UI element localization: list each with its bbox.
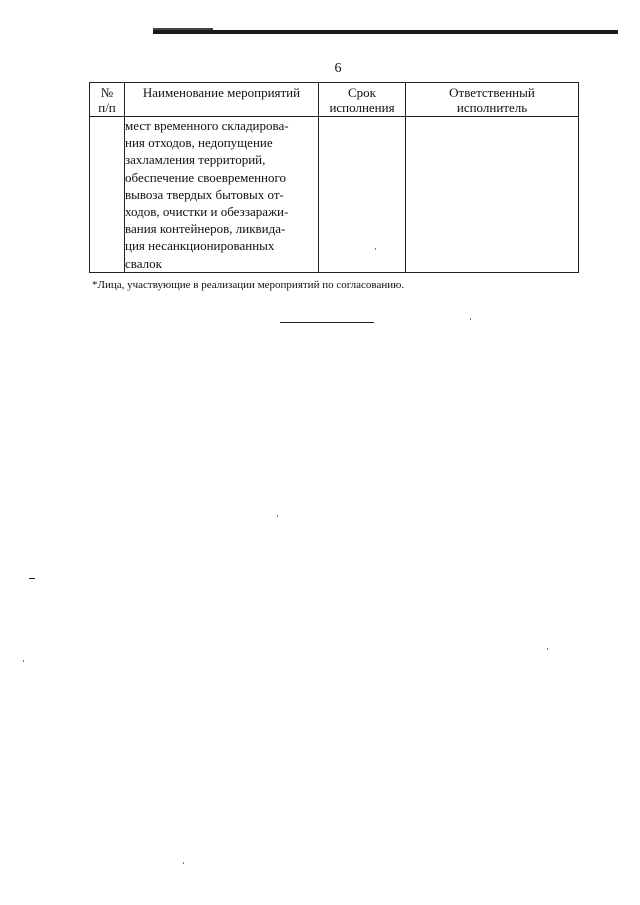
header-number-line2: п/п <box>98 100 116 115</box>
header-activity-name-text: Наименование мероприятий <box>142 85 301 100</box>
table-header-row <box>90 83 579 117</box>
header-rule <box>153 30 618 34</box>
header-responsible-line2: исполнитель <box>456 100 528 115</box>
row-activity-name-cell <box>125 117 319 273</box>
activity-name-line: ния отходов, недопущение <box>125 135 273 151</box>
header-term <box>319 83 406 117</box>
header-number <box>90 83 125 117</box>
header-term-line1: Срок <box>348 85 376 100</box>
header-term-line2: исполнения <box>329 100 395 115</box>
activity-name-line: вывоза твердых бытовых от- <box>125 186 284 202</box>
activity-name-line: обеспечение своевременного <box>125 169 287 185</box>
scan-speck <box>23 660 24 662</box>
scan-speck <box>547 648 548 650</box>
row-term-cell <box>319 117 406 273</box>
scan-mark <box>29 578 35 579</box>
scan-speck <box>277 515 278 517</box>
activity-name-line: ходов, очистки и обеззаражи- <box>125 204 289 220</box>
activity-name-line: свалок <box>125 255 162 271</box>
header-responsible <box>406 83 579 117</box>
activities-table <box>89 82 579 273</box>
activity-name-line: мест временного складирова- <box>125 118 289 133</box>
activity-name-line: захламления территорий, <box>125 152 266 168</box>
scan-speck <box>183 862 184 864</box>
activity-name-line: вания контейнеров, ликвида- <box>125 221 286 237</box>
header-number-line1: № <box>100 85 114 100</box>
end-divider <box>280 322 374 323</box>
scan-speck <box>470 318 471 320</box>
table-row <box>90 117 579 273</box>
page-number: 6 <box>334 61 342 76</box>
row-number-cell <box>90 117 125 273</box>
header-activity-name <box>125 83 319 117</box>
scan-speck <box>375 248 376 250</box>
footnote: *Лица, участвующие в реализации мероприятий по согласованию. <box>92 279 405 291</box>
row-responsible-cell <box>406 117 579 273</box>
activity-name-line: ция несанкционированных <box>125 238 275 254</box>
header-responsible-line1: Ответственный <box>449 85 535 100</box>
